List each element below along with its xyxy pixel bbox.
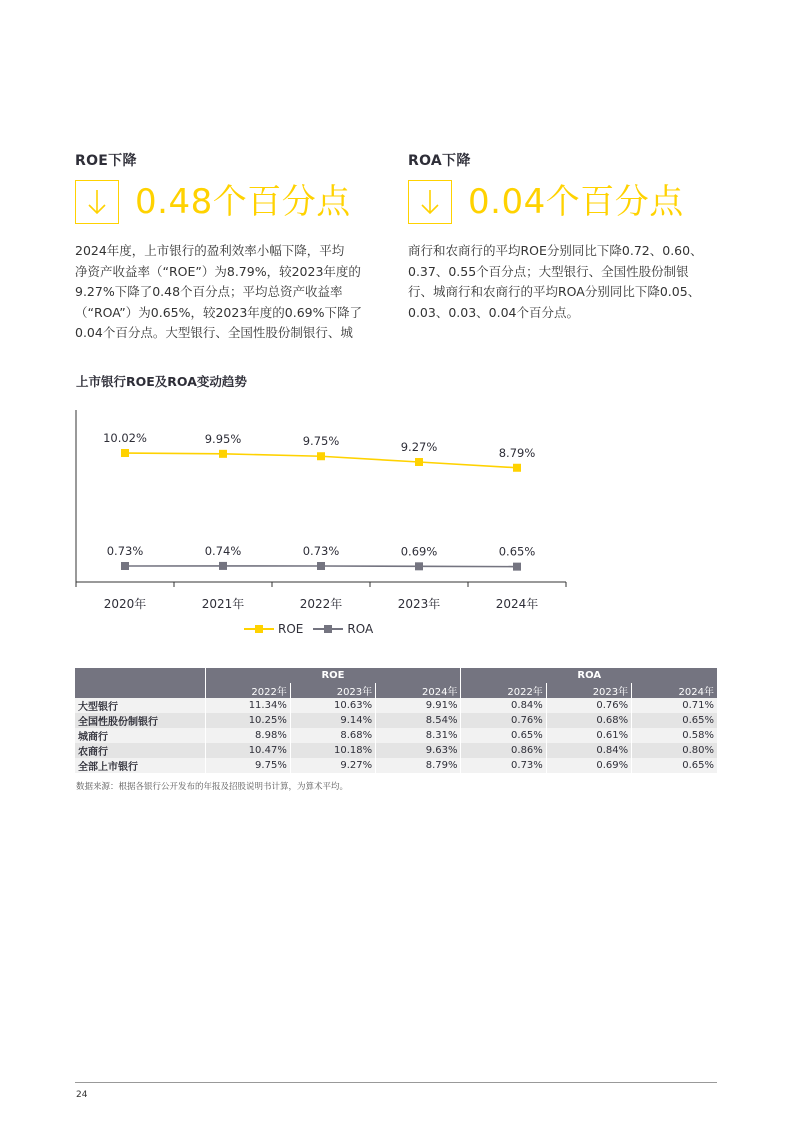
table-cell: 0.84% [461, 698, 546, 713]
footer-divider [75, 1082, 717, 1083]
table-cell: 0.84% [546, 743, 631, 758]
x-tick-label: 2020年 [103, 597, 147, 611]
table-year-header: 2022年 [461, 683, 546, 698]
table-cell: 0.69% [546, 758, 631, 773]
x-tick-label: 2022年 [299, 597, 343, 611]
chart-legend [244, 622, 383, 636]
kpi-roa [408, 150, 684, 224]
table-cell: 8.79% [376, 758, 461, 773]
paragraph-right [408, 241, 718, 323]
data-point-roe [415, 458, 423, 466]
table-row [75, 758, 717, 773]
data-label-roe: 9.95% [204, 431, 242, 446]
table-group-roe: ROE [205, 668, 461, 683]
data-point-roe [121, 449, 129, 457]
table-cell: 0.61% [546, 728, 631, 743]
table-cell: 0.71% [632, 698, 717, 713]
roe-roa-line-chart [60, 400, 580, 620]
data-point-roa [121, 562, 129, 570]
table-cell: 10.63% [290, 698, 375, 713]
table-cell: 0.86% [461, 743, 546, 758]
x-tick-label: 2023年 [397, 597, 441, 611]
paragraph-line: 商行和农商行的平均ROE分别同比下降0.72、0.60、 [408, 243, 703, 258]
table-cell: 9.27% [290, 758, 375, 773]
table-cell: 0.65% [461, 728, 546, 743]
legend-swatch-roa [313, 628, 343, 630]
x-tick-label: 2024年 [495, 597, 539, 611]
row-label: 城商行 [75, 728, 205, 743]
table-cell: 9.91% [376, 698, 461, 713]
table-year-header: 2024年 [376, 683, 461, 698]
row-label: 全国性股份制银行 [75, 713, 205, 728]
data-point-roe [219, 450, 227, 458]
table-cell: 8.98% [205, 728, 290, 743]
table-row [75, 728, 717, 743]
legend-item-roa [313, 622, 373, 636]
data-label-roe: 8.79% [498, 445, 536, 460]
paragraph-line: 9.27%下降了0.48个百分点；平均总资产收益率 [75, 284, 343, 299]
data-point-roa [415, 562, 423, 570]
table-row [75, 743, 717, 758]
data-label-roa: 0.73% [302, 544, 340, 558]
row-label: 大型银行 [75, 698, 205, 713]
table-cell: 0.65% [632, 713, 717, 728]
table-cell: 0.68% [546, 713, 631, 728]
table-group-roa: ROA [461, 668, 717, 683]
table-year-header: 2022年 [205, 683, 290, 698]
table-cell: 9.75% [205, 758, 290, 773]
paragraph-line: （“ROA”）为0.65%，较2023年度的0.69%下降了 [75, 304, 362, 320]
table-cell: 10.47% [205, 743, 290, 758]
data-point-roe [513, 464, 521, 472]
data-point-roa [513, 563, 521, 571]
chart-title: 上市银行ROE及ROA变动趋势 [76, 374, 247, 389]
table-cell: 8.54% [376, 713, 461, 728]
data-label-roa: 0.69% [400, 544, 438, 559]
table-cell: 9.63% [376, 743, 461, 758]
down-arrow-icon [75, 180, 119, 224]
table-year-header: 2023年 [546, 683, 631, 698]
data-point-roa [219, 562, 227, 570]
data-point-roe [317, 452, 325, 460]
data-label-roa: 0.65% [498, 544, 536, 559]
table-cell: 0.80% [632, 743, 717, 758]
data-label-roe: 9.75% [302, 434, 340, 449]
legend-swatch-roe [244, 628, 274, 630]
table-cell: 0.73% [461, 758, 546, 773]
table-cell: 10.25% [205, 713, 290, 728]
table-cell: 8.31% [376, 728, 461, 743]
row-label: 全部上市银行 [75, 758, 205, 773]
table-cell: 10.18% [290, 743, 375, 758]
kpi-roe [75, 150, 351, 224]
row-label: 农商行 [75, 743, 205, 758]
data-label-roa: 0.74% [204, 543, 242, 558]
table-cell: 0.65% [632, 758, 717, 773]
table-corner [75, 668, 205, 698]
x-tick-label: 2021年 [201, 597, 245, 611]
data-label-roa: 0.73% [106, 544, 144, 558]
table-cell: 9.14% [290, 713, 375, 728]
table-year-header: 2024年 [632, 683, 717, 698]
data-source-note: 数据来源：根据各银行公开发布的年报及招股说明书计算，为算术平均。 [76, 782, 349, 792]
table-row [75, 698, 717, 713]
kpi-roa-title: ROA下降 [408, 153, 471, 169]
paragraph-line: 2024年度，上市银行的盈利效率小幅下降，平均 [75, 243, 345, 258]
paragraph-left [75, 241, 375, 344]
table-row [75, 713, 717, 728]
table-cell: 0.58% [632, 728, 717, 743]
kpi-roe-value: 0.48个百分点 [135, 182, 351, 222]
kpi-roe-title: ROE下降 [75, 153, 137, 169]
table-year-header: 2023年 [290, 683, 375, 698]
roe-roa-table [75, 668, 717, 773]
page-number: 24 [76, 1090, 88, 1100]
legend-label-roe: ROE [278, 622, 304, 636]
down-arrow-icon [408, 180, 452, 224]
paragraph-line: 0.04个百分点。大型银行、全国性股份制银行、城 [75, 325, 353, 340]
legend-item-roe [244, 622, 303, 636]
data-label-roe: 10.02% [103, 431, 147, 445]
paragraph-line: 0.03、0.03、0.04个百分点。 [408, 304, 579, 320]
data-point-roa [317, 562, 325, 570]
table-cell: 8.68% [290, 728, 375, 743]
legend-label-roa: ROA [347, 622, 374, 636]
table-cell: 0.76% [461, 713, 546, 728]
table-cell: 11.34% [205, 698, 290, 713]
data-label-roe: 9.27% [400, 440, 438, 454]
paragraph-line: 净资产收益率（“ROE”）为8.79%，较2023年度的 [75, 263, 361, 279]
table-cell: 0.76% [546, 698, 631, 713]
paragraph-line: 0.37、0.55个百分点；大型银行、全国性股份制银 [408, 263, 689, 279]
kpi-roa-value: 0.04个百分点 [468, 182, 684, 222]
paragraph-line: 行、城商行和农商行的平均ROA分别同比下降0.05、 [408, 284, 701, 299]
